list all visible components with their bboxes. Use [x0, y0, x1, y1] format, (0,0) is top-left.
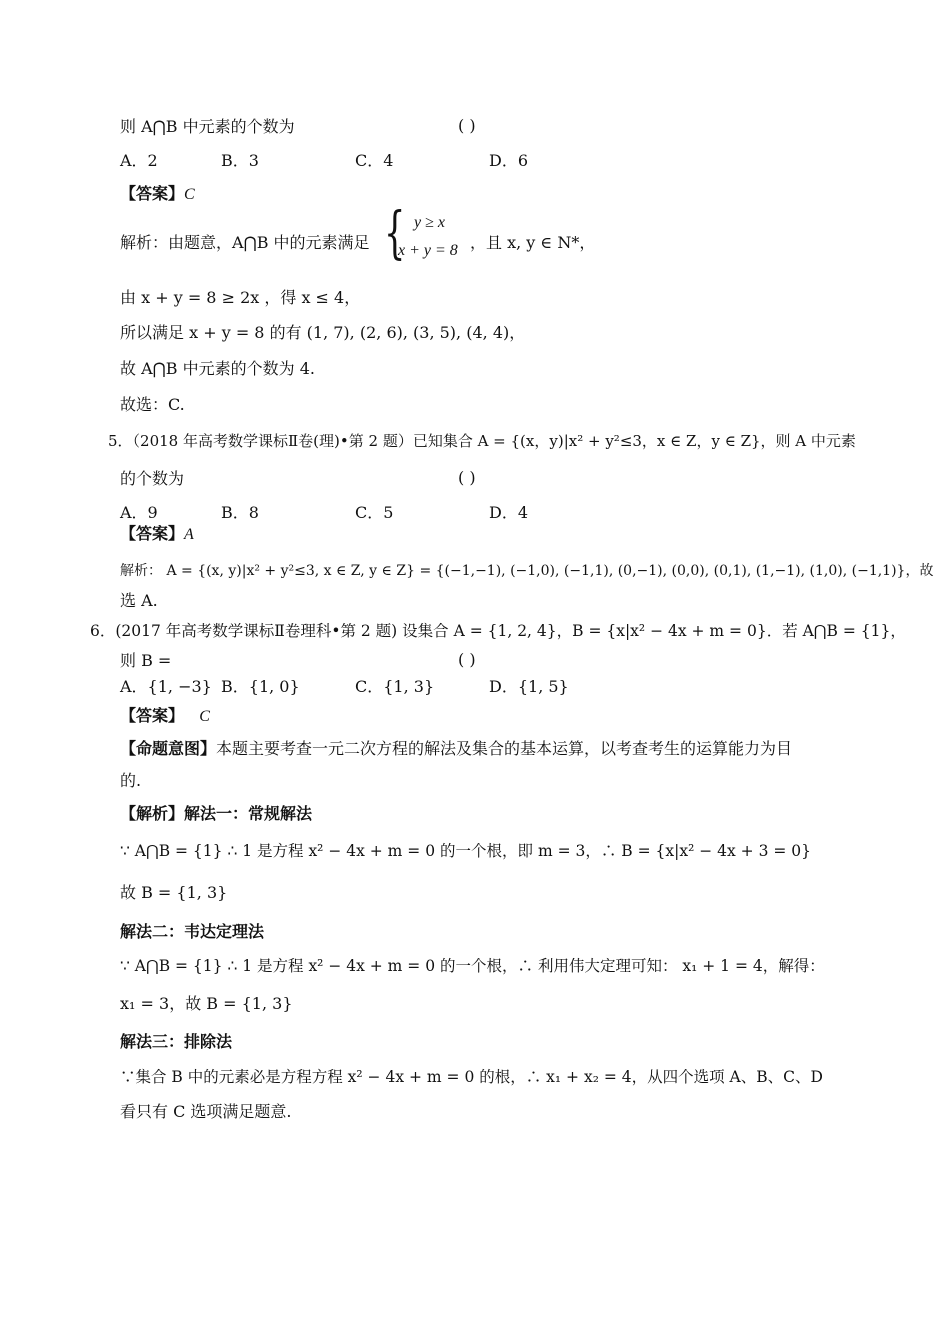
analysis-mid: A⋂B 中的元素满足 — [232, 233, 370, 252]
left-brace: { — [384, 201, 406, 266]
q6-method1-title: 【解析】解法一：常规解法 — [120, 804, 313, 823]
answer-value: C — [199, 708, 210, 725]
q6-method2-line2: x₁ = 3，故 B = {1, 3} — [120, 994, 293, 1013]
q6-answer — [120, 705, 210, 728]
intent-label: 【命题意图】 — [120, 739, 217, 758]
q6-option-a: A．{1, −3} — [120, 677, 212, 696]
q4-answer-paren: ( ) — [458, 116, 476, 135]
q6-method3-title: 解法三：排除法 — [120, 1032, 233, 1051]
q4-answer — [120, 183, 195, 206]
q5-answer — [120, 523, 194, 546]
q6-intent-1 — [120, 738, 792, 760]
answer-label: 【答案】 — [120, 524, 185, 543]
q4-analysis-1-post: ，且 x, y ∈ N*， — [470, 233, 596, 252]
q5-stem-1: 5．（2018 年高考数学课标Ⅱ卷(理)•第 2 题）已知集合 A = {(x，y)|x² + y²≤3，x ∈ Z，y ∈ Z}，则 A 中元素 — [108, 432, 856, 450]
equation-system — [384, 201, 474, 268]
q5-analysis-2: 选 A. — [120, 591, 158, 610]
q6-answer-paren: ( ) — [458, 650, 476, 669]
q4-option-d: D．6 — [489, 151, 529, 170]
q5-stem-2: 的个数为 — [120, 469, 185, 488]
q5-option-c: C．5 — [355, 503, 394, 522]
answer-label: 【答案】 — [120, 706, 185, 725]
q5-answer-paren: ( ) — [458, 468, 476, 487]
answer-value: A — [184, 526, 194, 543]
q6-method1-line2: 故 B = {1, 3} — [120, 883, 228, 902]
q4-analysis-1 — [120, 232, 370, 254]
q6-intent-2: 的. — [120, 771, 142, 790]
q6-option-b: B．{1, 0} — [221, 677, 300, 696]
q6-method2-line1: ∵ A⋂B = {1} ∴ 1 是方程 x² − 4x + m = 0 的一个根，∴ 利用伟大定理可知： x₁ + 1 = 4，解得： — [120, 957, 825, 975]
q4-analysis-2: 由 x + y = 8 ≥ 2x ，得 x ≤ 4， — [120, 288, 361, 307]
q6-option-d: D．{1, 5} — [489, 677, 569, 696]
q4-analysis-4: 故 A⋂B 中元素的个数为 4. — [120, 359, 315, 378]
q6-stem-2: 则 B = — [120, 651, 172, 670]
intent-text: 本题主要考查一元二次方程的解法及集合的基本运算，以考查考生的运算能力为目 — [216, 739, 793, 758]
q6-method2-title: 解法二：韦达定理法 — [120, 922, 265, 941]
q5-option-d: D．4 — [489, 503, 529, 522]
q6-method1-line1: ∵ A⋂B = {1} ∴ 1 是方程 x² − 4x + m = 0 的一个根，即 m = 3，∴ B = {x|x² − 4x + 3 = 0} — [120, 842, 811, 860]
q6-option-c: C．{1, 3} — [355, 677, 435, 696]
system-row-2: x + y = 8 — [398, 242, 458, 259]
q6-stem-1: 6．(2017 年高考数学课标Ⅱ卷理科•第 2 题) 设集合 A = {1, 2, 4}，B = {x|x² − 4x + m = 0}．若 A⋂B = {1}， — [90, 622, 906, 640]
q4-option-c: C．4 — [355, 151, 394, 170]
q5-analysis-1: 解析： A = {(x, y)|x² + y²≤3, x ∈ Z, y ∈ Z} = {(−1,−1), (−1,0), (−1,1), (0,−1), (0,0), (0,1), (1,−1), (1,0), (−1,1)}，故 — [120, 563, 934, 579]
q4-option-a: A．2 — [120, 151, 158, 170]
q4-option-b: B．3 — [221, 151, 259, 170]
analysis-prefix: 解析：由题意， — [120, 233, 233, 252]
q4-stem-tail: 则 A⋂B 中元素的个数为 — [120, 117, 295, 136]
q4-analysis-5: 故选：C. — [120, 395, 185, 414]
answer-value: C — [184, 186, 195, 203]
answer-label: 【答案】 — [120, 184, 185, 203]
q5-option-b: B．8 — [221, 503, 259, 522]
q6-method3-line1: ∵集合 B 中的元素必是方程方程 x² − 4x + m = 0 的根，∴ x₁ + x₂ = 4，从四个选项 A、B、C、D — [120, 1068, 823, 1086]
q6-method3-line2: 看只有 C 选项满足题意. — [120, 1102, 292, 1121]
q4-analysis-3: 所以满足 x + y = 8 的有 (1, 7), (2, 6), (3, 5), (4, 4)， — [120, 323, 526, 342]
q5-option-a: A．9 — [120, 503, 158, 522]
system-row-1: y ≥ x — [414, 214, 445, 231]
